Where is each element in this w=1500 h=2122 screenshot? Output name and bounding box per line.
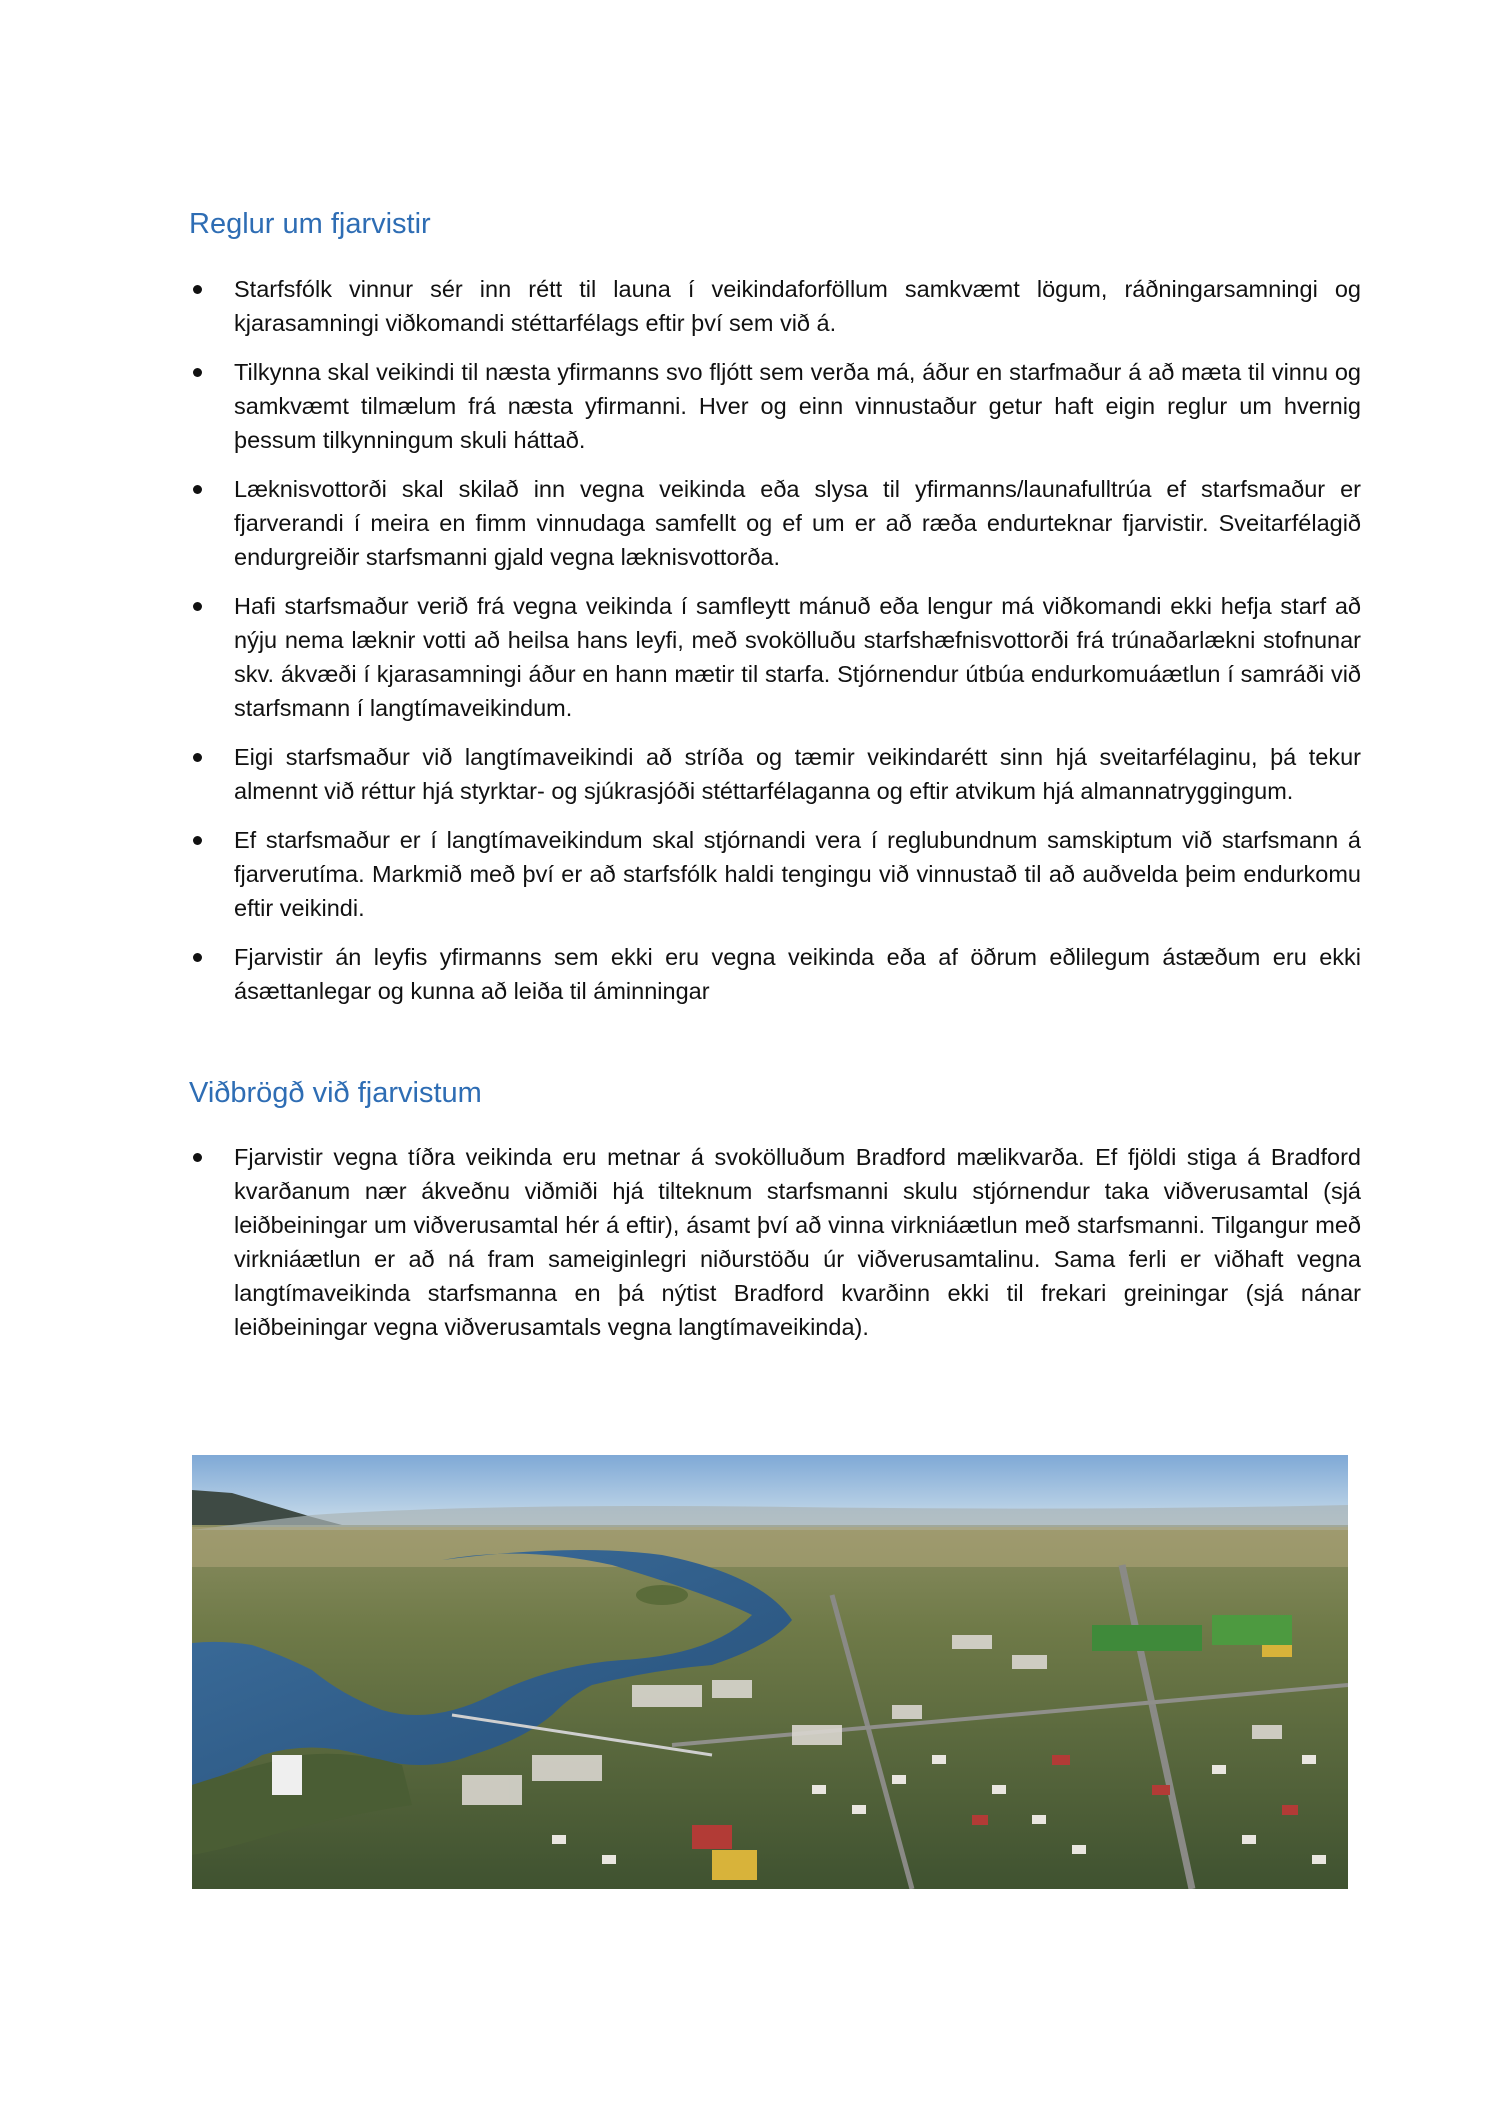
list-item-text: Fjarvistir án leyfis yfirmanns sem ekki eru vegna veikinda eða af öðrum eðlilegum ástæðum eru ekki ásættanlegar og kunna að leiða til áminningar	[234, 944, 1361, 1004]
list-item	[189, 355, 1361, 457]
list-item	[189, 272, 1361, 340]
list-item	[189, 823, 1361, 925]
bullet-icon	[193, 368, 202, 377]
bullet-icon	[193, 1153, 202, 1162]
bullet-icon	[193, 953, 202, 962]
list-item-text: Hafi starfsmaður verið frá vegna veikinda í samfleytt mánuð eða lengur má viðkomandi ekki hefja starf að nýju nema læknir votti að heilsa hans leyfi, með svokölluðu starfshæfnisvottorði frá trúnaðarlækni stofnunar skv. ákvæði í kjarasamningi áður en hann mætir til starfa. Stjórnendur útbúa endurkomuáætlun í samráði við starfsmann í langtímaveikindum.	[234, 593, 1361, 721]
list-item-text: Læknisvottorði skal skilað inn vegna veikinda eða slysa til yfirmanns/launafulltrúa ef starfsmaður er fjarverandi í meira en fimm vinnudaga samfellt og ef um er að ræða endurteknar fjarvistir. Sveitarfélagið endurgreiðir starfsmanni gjald vegna læknisvottorða.	[234, 476, 1361, 570]
list-item	[189, 472, 1361, 574]
absence-rules-list	[189, 272, 1361, 1023]
absence-responses-list	[189, 1140, 1361, 1359]
list-item	[189, 1140, 1361, 1344]
list-item-text: Eigi starfsmaður við langtímaveikindi að stríða og tæmir veikindarétt sinn hjá sveitarfélaginu, þá tekur almennt við réttur hjá styrktar- og sjúkrasjóði stéttarfélaganna og eftir atvikum hjá almannatryggingum.	[234, 744, 1361, 804]
list-item-text: Starfsfólk vinnur sér inn rétt til launa í veikindaforföllum samkvæmt lögum, ráðningarsamningi og kjarasamningi viðkomandi stéttarfélags eftir því sem við á.	[234, 276, 1361, 336]
list-item	[189, 589, 1361, 725]
bullet-icon	[193, 285, 202, 294]
bullet-icon	[193, 753, 202, 762]
aerial-town-photo	[192, 1455, 1348, 1889]
list-item-text: Fjarvistir vegna tíðra veikinda eru metnar á svokölluðum Bradford mælikvarða. Ef fjöldi stiga á Bradford kvarðanum nær ákveðnu viðmiði hjá tilteknum starfsmanni skulu stjórnendur taka viðverusamtal (sjá leiðbeiningar um viðverusamtal hér á eftir), ásamt því að vinna virkniáætlun með starfsmanni. Tilgangur með virkniáætlun er að ná fram sameiginlegri niðurstöðu úr viðverusamtalinu. Sama ferli er viðhaft vegna langtímaveikinda starfsmanna en þá nýtist Bradford kvarðinn ekki til frekari greiningar (sjá nánar leiðbeiningar vegna viðverusamtals vegna langtímaveikinda).	[234, 1144, 1361, 1340]
section-heading-absence-rules: Reglur um fjarvistir	[189, 208, 431, 240]
list-item-text: Ef starfsmaður er í langtímaveikindum skal stjórnandi vera í reglubundnum samskiptum við starfsmann á fjarverutíma. Markmið með því er að starfsfólk haldi tengingu við vinnustað til að auðvelda þeim endurkomu eftir veikindi.	[234, 827, 1361, 921]
list-item-text: Tilkynna skal veikindi til næsta yfirmanns svo fljótt sem verða má, áður en starfmaður á að mæta til vinnu og samkvæmt tilmælum frá næsta yfirmanni. Hver og einn vinnustaður getur haft eigin reglur um hvernig þessum tilkynningum skuli háttað.	[234, 359, 1361, 453]
section-heading-absence-responses: Viðbrögð við fjarvistum	[189, 1077, 482, 1109]
bullet-icon	[193, 485, 202, 494]
bullet-icon	[193, 836, 202, 845]
list-item	[189, 740, 1361, 808]
bullet-icon	[193, 602, 202, 611]
list-item	[189, 940, 1361, 1008]
